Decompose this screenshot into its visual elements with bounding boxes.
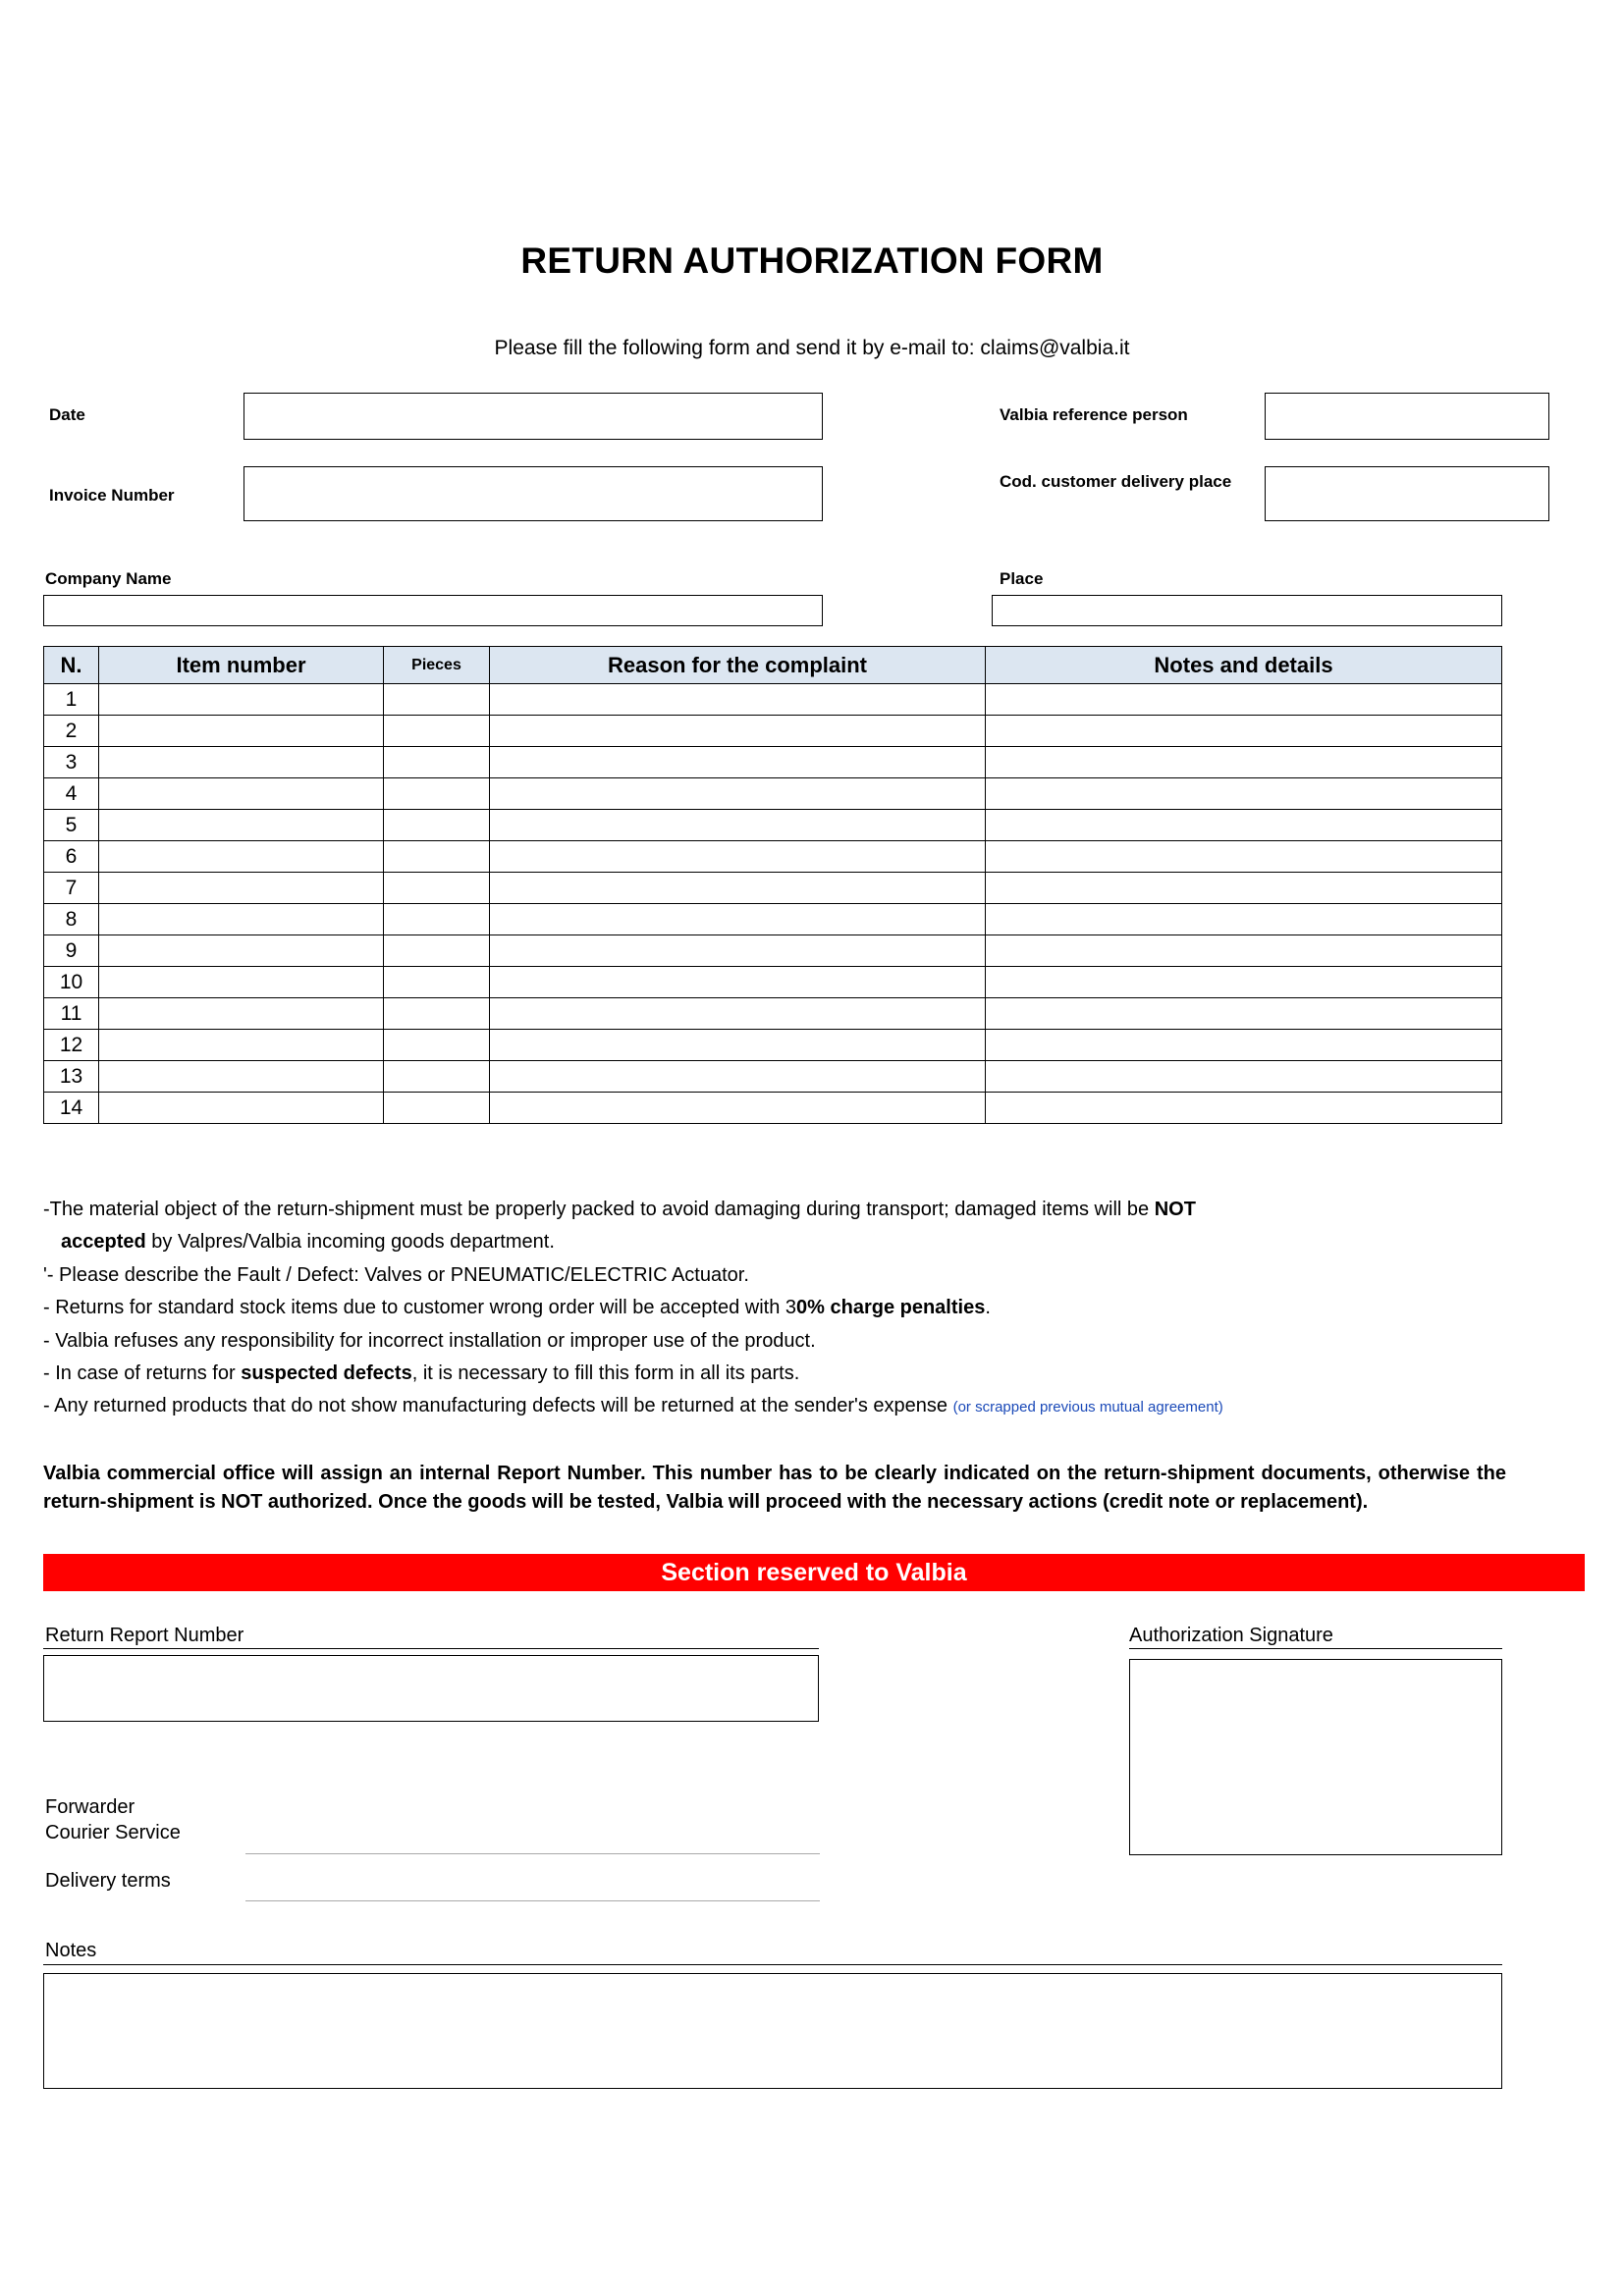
- invoice-number-label: Invoice Number: [49, 486, 175, 505]
- cell-reason[interactable]: [490, 998, 986, 1030]
- condition-6-emphasis: suspected defects: [241, 1362, 412, 1384]
- company-name-label: Company Name: [45, 569, 172, 588]
- condition-6-tail: , it is necessary to fill this form in all its parts.: [411, 1362, 800, 1384]
- table-row: [44, 904, 1502, 935]
- authorization-signature-rule: [1129, 1620, 1502, 1649]
- cell-notes[interactable]: [986, 935, 1502, 967]
- invoice-number-input[interactable]: [244, 466, 823, 521]
- cell-item-number[interactable]: [99, 684, 384, 716]
- cell-item-number[interactable]: [99, 967, 384, 998]
- cell-reason[interactable]: [490, 1030, 986, 1061]
- column-header-item-number: Item number: [99, 647, 384, 684]
- authorization-signature-label: Authorization Signature: [1129, 1625, 1333, 1646]
- row-number: 2: [44, 716, 99, 747]
- cell-pieces[interactable]: [384, 998, 490, 1030]
- table-row: [44, 684, 1502, 716]
- cell-reason[interactable]: [490, 810, 986, 841]
- cell-pieces[interactable]: [384, 904, 490, 935]
- cell-pieces[interactable]: [384, 1030, 490, 1061]
- return-report-number-rule: [43, 1620, 819, 1649]
- cell-notes[interactable]: [986, 716, 1502, 747]
- date-input[interactable]: [244, 393, 823, 440]
- table-row: [44, 747, 1502, 778]
- items-table: [43, 646, 1502, 1124]
- cell-reason[interactable]: [490, 778, 986, 810]
- condition-7-text: - Any returned products that do not show manufacturing defects will be returned at the sender's expense: [43, 1395, 953, 1417]
- place-input[interactable]: [992, 595, 1502, 626]
- cod-customer-delivery-place-label: Cod. customer delivery place: [1000, 472, 1232, 491]
- condition-line-5: - Valbia refuses any responsibility for incorrect installation or improper use of the product.: [43, 1329, 816, 1352]
- condition-line-3: '- Please describe the Fault / Defect: Valves or PNEUMATIC/ELECTRIC Actuator.: [43, 1263, 749, 1286]
- cell-reason[interactable]: [490, 967, 986, 998]
- cell-notes[interactable]: [986, 841, 1502, 873]
- table-row: [44, 778, 1502, 810]
- column-header-n: N.: [44, 647, 99, 684]
- cell-item-number[interactable]: [99, 810, 384, 841]
- cell-pieces[interactable]: [384, 716, 490, 747]
- row-number: 3: [44, 747, 99, 778]
- cell-reason[interactable]: [490, 684, 986, 716]
- cell-item-number[interactable]: [99, 841, 384, 873]
- cell-pieces[interactable]: [384, 810, 490, 841]
- row-number: 14: [44, 1093, 99, 1124]
- column-header-pieces: Pieces: [384, 647, 490, 684]
- cell-notes[interactable]: [986, 998, 1502, 1030]
- cell-pieces[interactable]: [384, 967, 490, 998]
- row-number: 11: [44, 998, 99, 1030]
- delivery-terms-label: Delivery terms: [45, 1870, 171, 1892]
- cell-item-number[interactable]: [99, 935, 384, 967]
- section-reserved-banner: Section reserved to Valbia: [43, 1554, 1585, 1591]
- notes-input[interactable]: [43, 1973, 1502, 2089]
- table-row: [44, 810, 1502, 841]
- row-number: 10: [44, 967, 99, 998]
- cell-notes[interactable]: [986, 1030, 1502, 1061]
- cell-reason[interactable]: [490, 716, 986, 747]
- notes-label: Notes: [45, 1940, 97, 1961]
- cell-notes[interactable]: [986, 904, 1502, 935]
- page-subtitle: Please fill the following form and send it by e-mail to: claims@valbia.it: [494, 337, 1130, 359]
- forwarder-label: Forwarder: [45, 1796, 135, 1818]
- condition-1-text: -The material object of the return-shipment must be properly packed to avoid damaging during transport; damaged items will be: [43, 1199, 1155, 1220]
- cell-reason[interactable]: [490, 873, 986, 904]
- table-row: [44, 1030, 1502, 1061]
- condition-4-emphasis: 0% charge penalties: [796, 1297, 986, 1319]
- table-header-row: [44, 647, 1502, 684]
- cell-pieces[interactable]: [384, 873, 490, 904]
- row-number: 13: [44, 1061, 99, 1093]
- cell-pieces[interactable]: [384, 747, 490, 778]
- cell-reason[interactable]: [490, 841, 986, 873]
- conditions-list: [43, 1196, 1545, 1425]
- condition-line-7: [43, 1392, 1545, 1419]
- condition-line-1: [43, 1196, 1545, 1223]
- condition-6-text: - In case of returns for: [43, 1362, 242, 1384]
- condition-7-annotation: (or scrapped previous mutual agreement): [952, 1399, 1223, 1416]
- company-name-input[interactable]: [43, 595, 823, 626]
- cell-reason[interactable]: [490, 904, 986, 935]
- delivery-terms-input[interactable]: [245, 1900, 820, 1901]
- table-row: [44, 1093, 1502, 1124]
- condition-line-2: [43, 1228, 1545, 1255]
- cell-item-number[interactable]: [99, 778, 384, 810]
- table-row: [44, 935, 1502, 967]
- table-row: [44, 1061, 1502, 1093]
- row-number: 7: [44, 873, 99, 904]
- cell-pieces[interactable]: [384, 1061, 490, 1093]
- report-number-paragraph: Valbia commercial office will assign an internal Report Number. This number has to be clearly indicated on the return-shipment documents, otherwise the return-shipment is NOT authorized. Once the goods will be tested, Valbia will proceed with the necessary actions (credit note or replacement).: [43, 1463, 1506, 1513]
- courier-service-input[interactable]: [245, 1853, 820, 1854]
- cell-reason[interactable]: [490, 935, 986, 967]
- date-label: Date: [49, 405, 85, 424]
- cell-notes[interactable]: [986, 1061, 1502, 1093]
- return-report-number-input[interactable]: [43, 1655, 819, 1722]
- table-row: [44, 716, 1502, 747]
- row-number: 12: [44, 1030, 99, 1061]
- condition-line-6: [43, 1360, 1545, 1387]
- cell-reason[interactable]: [490, 1093, 986, 1124]
- cell-notes[interactable]: [986, 747, 1502, 778]
- notes-rule: [43, 1936, 1502, 1965]
- reference-person-input[interactable]: [1265, 393, 1549, 440]
- cell-pieces[interactable]: [384, 684, 490, 716]
- condition-4-text: - Returns for standard stock items due to customer wrong order will be accepted with 3: [43, 1297, 797, 1319]
- cell-item-number[interactable]: [99, 1061, 384, 1093]
- authorization-signature-input[interactable]: [1129, 1659, 1502, 1855]
- cell-pieces[interactable]: [384, 778, 490, 810]
- row-number: 8: [44, 904, 99, 935]
- cell-notes[interactable]: [986, 810, 1502, 841]
- cell-item-number[interactable]: [99, 998, 384, 1030]
- condition-2-text: by Valpres/Valbia incoming goods department.: [145, 1231, 555, 1254]
- page-title: RETURN AUTHORIZATION FORM: [520, 240, 1104, 281]
- cell-notes[interactable]: [986, 967, 1502, 998]
- column-header-reason: Reason for the complaint: [490, 647, 986, 684]
- cod-customer-delivery-place-input[interactable]: [1265, 466, 1549, 521]
- return-report-number-label: Return Report Number: [45, 1625, 244, 1646]
- cell-item-number[interactable]: [99, 873, 384, 904]
- place-label: Place: [1000, 569, 1044, 588]
- cell-item-number[interactable]: [99, 904, 384, 935]
- cell-item-number[interactable]: [99, 716, 384, 747]
- cell-pieces[interactable]: [384, 841, 490, 873]
- cell-reason[interactable]: [490, 747, 986, 778]
- cell-item-number[interactable]: [99, 747, 384, 778]
- condition-1-emphasis: NOT: [1154, 1199, 1196, 1220]
- table-row: [44, 841, 1502, 873]
- column-header-notes: Notes and details: [986, 647, 1502, 684]
- row-number: 4: [44, 778, 99, 810]
- row-number: 6: [44, 841, 99, 873]
- cell-reason[interactable]: [490, 1061, 986, 1093]
- row-number: 5: [44, 810, 99, 841]
- reference-person-label: Valbia reference person: [1000, 405, 1188, 424]
- cell-notes[interactable]: [986, 873, 1502, 904]
- cell-item-number[interactable]: [99, 1093, 384, 1124]
- cell-pieces[interactable]: [384, 1093, 490, 1124]
- cell-notes[interactable]: [986, 684, 1502, 716]
- table-row: [44, 967, 1502, 998]
- condition-4-tail: .: [985, 1297, 991, 1319]
- condition-line-4: [43, 1294, 1545, 1321]
- courier-service-label: Courier Service: [45, 1822, 181, 1843]
- cell-pieces[interactable]: [384, 935, 490, 967]
- cell-notes[interactable]: [986, 1093, 1502, 1124]
- condition-2-emphasis: accepted: [61, 1231, 146, 1254]
- row-number: 9: [44, 935, 99, 967]
- cell-notes[interactable]: [986, 778, 1502, 810]
- table-row: [44, 998, 1502, 1030]
- cell-item-number[interactable]: [99, 1030, 384, 1061]
- table-row: [44, 873, 1502, 904]
- row-number: 1: [44, 684, 99, 716]
